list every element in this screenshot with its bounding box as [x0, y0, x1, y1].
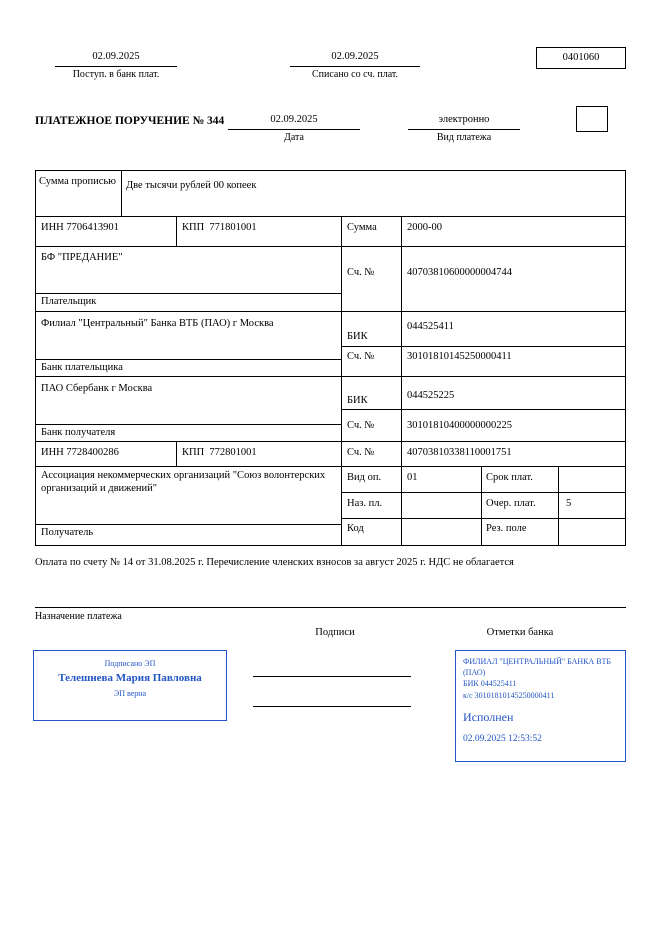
debited-caption: Списано со сч. плат. [311, 68, 399, 80]
debited-block [290, 51, 420, 81]
grid-line [558, 466, 559, 546]
payer-bank-account: 30101810145250000411 [407, 351, 512, 362]
payment-purpose-caption: Назначение платежа [35, 611, 122, 622]
payment-purpose-text: Оплата по счету № 14 от 31.08.2025 г. Перечисление членских взносов за август 2025 г. НДС не облагается [35, 557, 514, 568]
grid-line [36, 376, 626, 377]
payer-bank-account-label: Сч. № [347, 351, 375, 362]
signature-line-2 [253, 706, 411, 707]
purpose-underline [35, 607, 626, 608]
payer-caption: Плательщик [41, 296, 97, 307]
reserve-field-label: Рез. поле [486, 523, 527, 534]
stamp-bank-name: ФИЛИАЛ "ЦЕНТРАЛЬНЫЙ" БАНКА ВТБ (ПАО) [463, 657, 611, 678]
payee-account-label: Сч. № [347, 447, 375, 458]
stamp-status: Исполнен [463, 709, 514, 724]
bank-received-date: 02.09.2025 [55, 51, 177, 67]
signed-by-ep-label: Подписано ЭП [104, 659, 156, 668]
grid-line [36, 311, 626, 312]
payee-kpp: КПП 772801001 [182, 447, 257, 458]
grid-line [401, 216, 402, 546]
payee-inn: ИНН 7728400286 [41, 447, 119, 458]
payment-kind-value: электронно [408, 114, 520, 130]
amount-words-label: Сумма прописью [39, 176, 117, 187]
stamp-corr-account: к/с 30101810145250000411 [463, 690, 555, 700]
grid-line [36, 424, 341, 425]
document-date-block [228, 114, 360, 144]
payer-bank-bik: 044525411 [407, 321, 454, 332]
amount-label: Сумма [347, 222, 377, 233]
grid-line [341, 518, 626, 519]
payee-bank-caption: Банк получателя [41, 427, 116, 438]
payee-bank-account: 30101810400000000225 [407, 420, 512, 431]
payer-status-box [576, 106, 608, 132]
payment-kind-block [408, 114, 520, 144]
grid-line [36, 441, 626, 442]
grid-line [36, 466, 626, 467]
grid-line [341, 409, 626, 410]
payee-caption: Получатель [41, 527, 94, 538]
payee-account: 40703810338110001751 [407, 447, 512, 458]
grid-line [36, 359, 341, 360]
payer-bank-bik-label: БИК [347, 331, 368, 342]
grid-line [176, 216, 177, 246]
signature-line-1 [253, 676, 411, 677]
signatures-caption: Подписи [315, 627, 355, 638]
payer-kpp: КПП 771801001 [182, 222, 257, 233]
payer-inn: ИНН 7706413901 [41, 222, 119, 233]
ep-valid-label: ЭП верна [113, 689, 147, 698]
op-type-label: Вид оп. [347, 472, 382, 483]
bank-received-caption: Поступ. в банк плат. [72, 68, 160, 80]
payer-bank-caption: Банк плательщика [41, 362, 123, 373]
grid-line [176, 441, 177, 466]
form-code-box: 0401060 [536, 47, 626, 69]
code-label: Код [347, 523, 364, 534]
priority-value: 5 [566, 498, 572, 509]
grid-line [36, 216, 626, 217]
document-date-caption: Дата [284, 131, 304, 143]
grid-line [36, 524, 341, 525]
payer-name: БФ "ПРЕДАНИЕ" [41, 252, 123, 263]
amount-value: 2000-00 [407, 222, 442, 233]
amount-words-value: Две тысячи рублей 00 копеек [126, 180, 257, 191]
grid-line [481, 466, 482, 546]
priority-label: Очер. плат. [486, 498, 536, 509]
payee-bank-name: ПАО Сбербанк г Москва [41, 383, 153, 394]
electronic-signature-stamp [33, 650, 227, 721]
payment-kind-caption: Вид платежа [436, 131, 492, 143]
grid-line [36, 246, 626, 247]
payee-bank-account-label: Сч. № [347, 420, 375, 431]
bank-execution-stamp [455, 650, 626, 762]
payer-bank-name: Филиал "Центральный" Банка ВТБ (ПАО) г Москва [41, 318, 274, 329]
signer-name: Телешнева Мария Павловна [58, 672, 202, 684]
payer-account-label: Сч. № [347, 267, 375, 278]
op-type-value: 01 [407, 472, 418, 483]
document-date: 02.09.2025 [228, 114, 360, 130]
grid-line [341, 492, 626, 493]
payee-bank-bik-label: БИК [347, 395, 368, 406]
purpose-code-label: Наз. пл. [347, 498, 383, 509]
grid-line [121, 171, 122, 216]
bank-received-block [55, 51, 177, 81]
bank-marks-caption: Отметки банка [486, 627, 554, 638]
payee-name: Ассоциация некоммерческих организаций "Союз волонтерских организаций и движений" [41, 470, 326, 494]
grid-line [341, 216, 342, 546]
grid-line [341, 346, 626, 347]
payee-bank-bik: 044525225 [407, 390, 455, 401]
payer-account: 40703810600000004744 [407, 267, 512, 278]
debited-date: 02.09.2025 [290, 51, 420, 67]
document-title: ПЛАТЕЖНОЕ ПОРУЧЕНИЕ № 344 [35, 115, 225, 127]
stamp-bik: БИК 044525411 [463, 679, 517, 689]
stamp-datetime: 02.09.2025 12:53:52 [463, 733, 542, 744]
due-date-label: Срок плат. [486, 472, 533, 483]
grid-line [36, 293, 341, 294]
payment-order-table [35, 170, 626, 546]
